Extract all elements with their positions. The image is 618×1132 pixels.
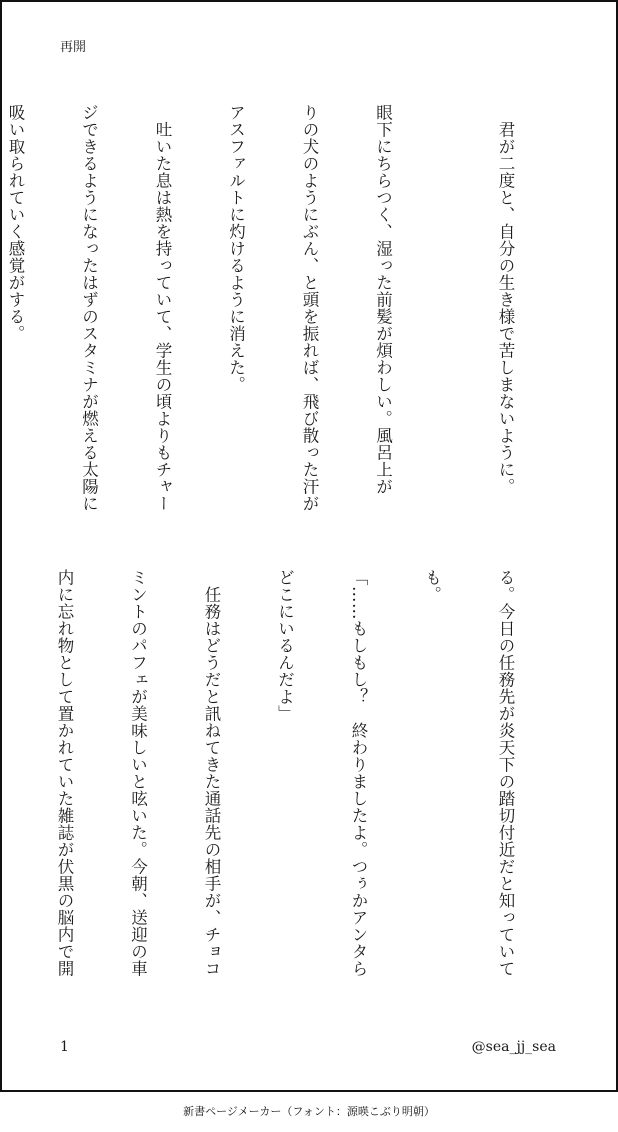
text-line: 任務はどうだと訊ねてきた通話先の相手が、チョコ xyxy=(202,569,221,977)
text-line: る。今日の任務先が炎天下の踏切付近だと知っていて xyxy=(496,569,515,977)
text-line: どこにいるんだよ」 xyxy=(275,569,295,722)
text-line: も。 xyxy=(422,569,442,603)
text-line: 吸い取られていく感覚がする。 xyxy=(6,104,25,342)
text-block-bottom xyxy=(0,569,566,989)
text-line: 君が二度と、自分の生き様で苦しまないように。 xyxy=(496,104,515,495)
credit-footer: 新書ページメーカー（フォント：源暎こぶり明朝） xyxy=(183,1105,435,1118)
author-handle: @sea_jj_sea xyxy=(471,1039,556,1055)
text-line: アスファルトに灼けるように消えた。 xyxy=(226,104,246,393)
chapter-title: 再開 xyxy=(60,40,87,55)
text-line: ミントのパフェが美味しいと呟いた。今朝、送迎の車 xyxy=(128,569,148,977)
text-line: 「……もしもし？ 終わりましたよ。つぅかアンタら xyxy=(349,569,368,977)
text-line: ジできるようになったはずのスタミナが燃える太陽に xyxy=(79,104,99,512)
text-line: 吐いた息は熱を持っていて、学生の頃よりもチャー xyxy=(153,104,172,512)
text-line: りの犬のようにぶん、と頭を振れば、飛び散った汗が xyxy=(300,104,319,512)
text-line: 眼下にちらつく、湿った前髪が煩わしい。風呂上が xyxy=(373,104,393,495)
page-number: 1 xyxy=(60,1039,69,1055)
text-block-top xyxy=(0,104,566,524)
text-line: 内に忘れ物として置かれていた雑誌が伏黒の脳内で開 xyxy=(55,569,74,977)
text-line xyxy=(0,569,3,989)
